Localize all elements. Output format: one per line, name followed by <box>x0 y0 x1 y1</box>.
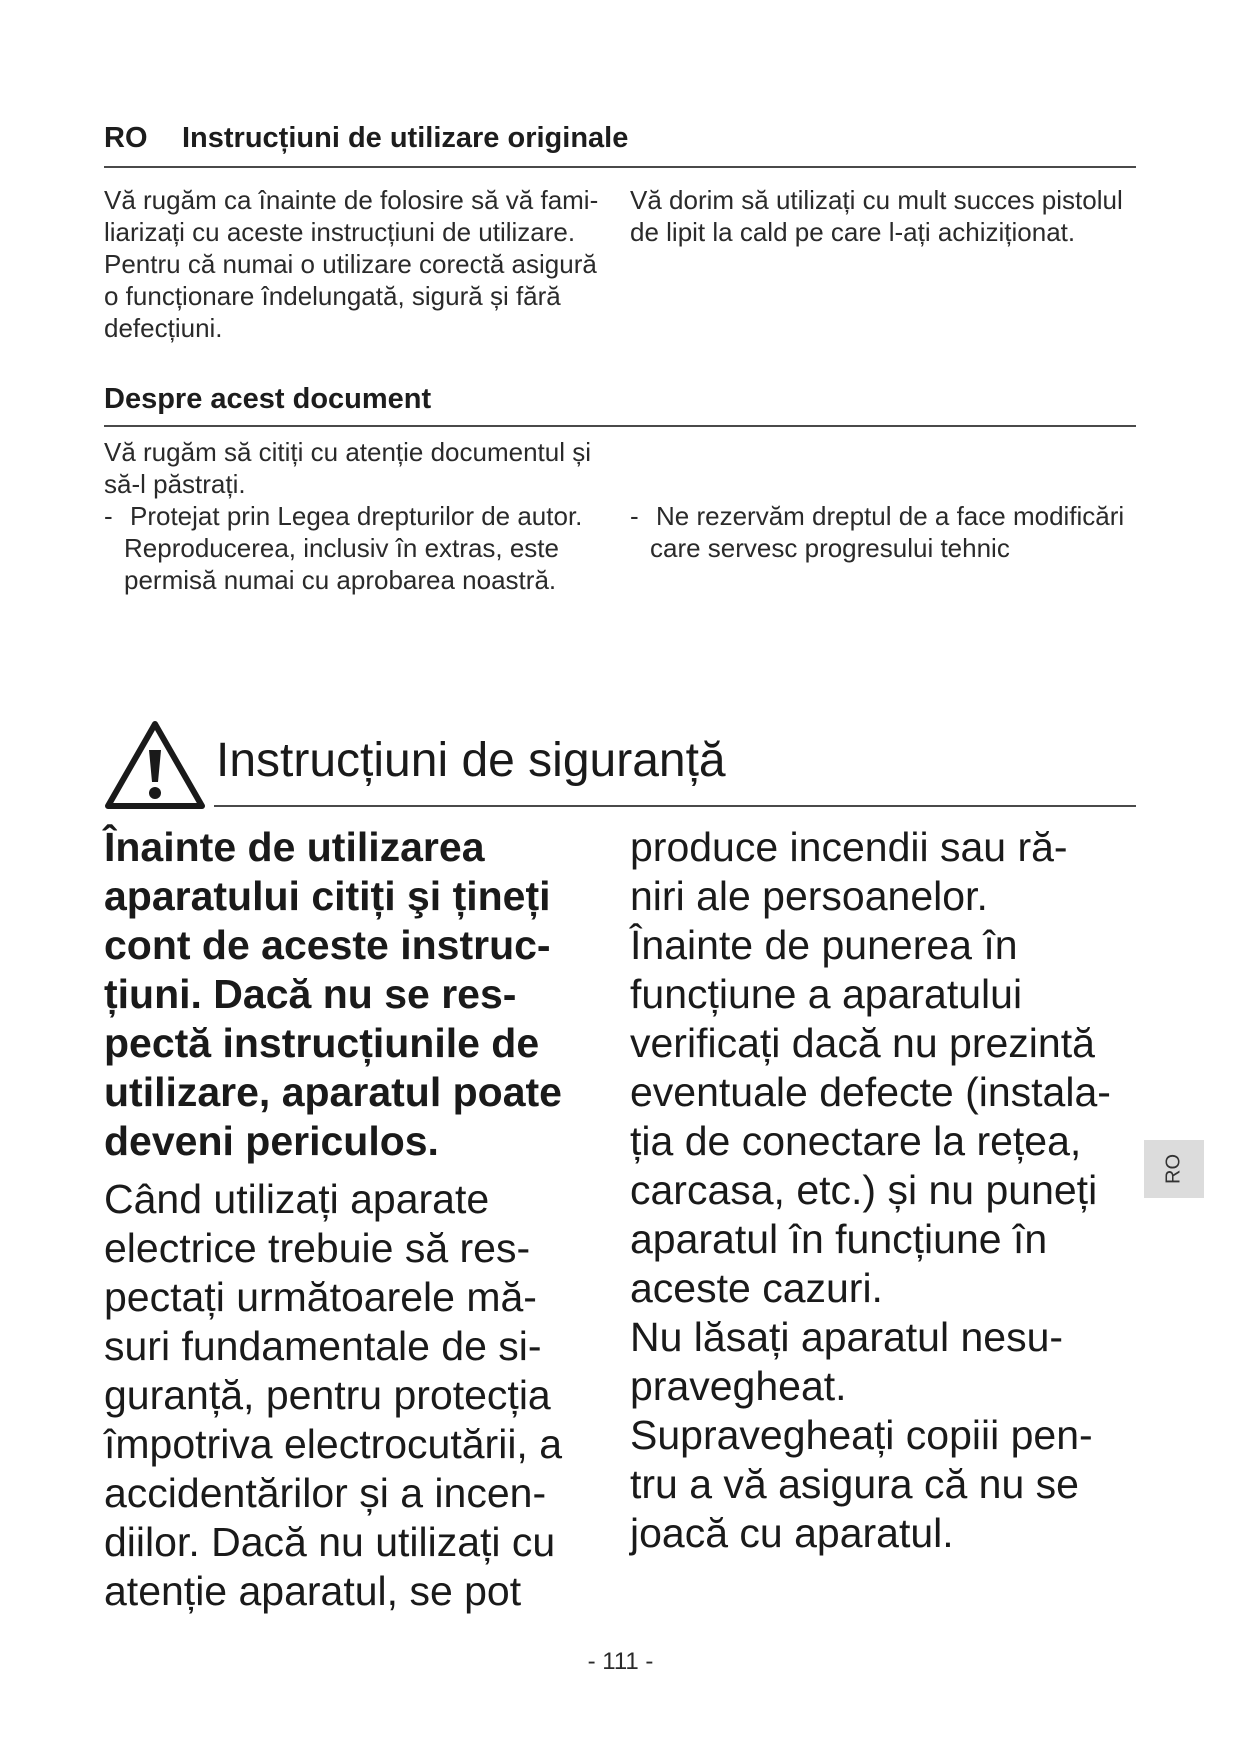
text-line: Pentru că numai o utilizare corectă asigură <box>104 249 597 279</box>
safety-text-line: împotriva electrocutării, a <box>104 1421 563 1467</box>
safety-text-line: electrice trebuie să res- <box>104 1225 531 1271</box>
header-rule <box>104 166 1136 168</box>
safety-text-line: funcțiune a aparatului <box>630 971 1023 1017</box>
text-line: să-l păstrați. <box>104 469 246 499</box>
safety-text-line: accidentărilor și a incen- <box>104 1470 547 1516</box>
safety-text-line: suri fundamentale de si- <box>104 1323 542 1369</box>
warning-bold-line: cont de aceste instruc- <box>104 922 551 968</box>
intro-left-column <box>104 184 614 344</box>
safety-text-line: tru a vă asigura că nu se <box>630 1461 1079 1507</box>
list-dash: - <box>104 501 113 531</box>
safety-text-line: guranță, pentru protecția <box>104 1372 551 1418</box>
about-document-rule <box>104 425 1136 427</box>
list-item-modifications <box>630 500 1140 564</box>
text-line: liarizați cu aceste instrucțiuni de utilizare. <box>104 217 576 247</box>
language-side-tab <box>1144 1140 1204 1198</box>
safety-text-line: aparatul în funcțiune în <box>630 1216 1048 1262</box>
about-document-right-column <box>630 500 1140 564</box>
warning-bold-line: aparatului citiți şi țineți <box>104 873 551 919</box>
safety-left-column <box>104 823 614 1616</box>
safety-text-line: verificați dacă nu prezintă <box>630 1020 1095 1066</box>
safety-text-line: diilor. Dacă nu utilizați cu <box>104 1519 556 1565</box>
page-number: - 111 - <box>587 1648 654 1675</box>
warning-bold-line: deveni periculos. <box>104 1118 439 1164</box>
text-line: Vă rugăm să citiți cu atenție documentul și <box>104 437 592 467</box>
text-line: care servesc progresului tehnic <box>650 533 1010 563</box>
intro-right-column <box>630 184 1140 248</box>
safety-text-line: eventuale defecte (instala- <box>630 1069 1111 1115</box>
language-code: RO <box>104 122 148 154</box>
safety-text-line: atenție aparatul, se pot <box>104 1568 522 1614</box>
safety-text-line: joacă cu aparatul. <box>630 1510 954 1556</box>
about-document-left-column <box>104 436 614 596</box>
safety-text-line: pravegheat. <box>630 1363 847 1409</box>
warning-bold-line: pectă instrucțiunile de <box>104 1020 540 1066</box>
safety-text-line: Nu lăsați aparatul nesu- <box>630 1314 1064 1360</box>
text-line: Ne rezervăm dreptul de a face modificări <box>656 501 1125 531</box>
warning-bold-line: țiuni. Dacă nu se res- <box>104 971 517 1017</box>
list-dash: - <box>630 501 639 531</box>
safety-text-line: produce incendii sau ră- <box>630 824 1068 870</box>
text-line: permisă numai cu aprobarea noastră. <box>124 565 557 595</box>
warning-triangle-icon <box>102 718 208 812</box>
safety-rule <box>214 805 1136 807</box>
text-line: Reproducerea, inclusiv în extras, este <box>124 533 559 563</box>
safety-right-column <box>630 823 1150 1558</box>
document-title: Instrucțiuni de utilizare originale <box>182 122 629 154</box>
safety-text-line: niri ale persoanelor. <box>630 873 988 919</box>
text-line: defecțiuni. <box>104 313 223 343</box>
safety-text-line: pectați următoarele mă- <box>104 1274 537 1320</box>
text-line: Vă rugăm ca înainte de folosire să vă fami- <box>104 185 599 215</box>
safety-text-line: Înainte de punerea în <box>630 922 1018 968</box>
safety-text-line: aceste cazuri. <box>630 1265 883 1311</box>
safety-text-line: carcasa, etc.) și nu puneți <box>630 1167 1098 1213</box>
safety-text-line: ția de conectare la rețea, <box>630 1118 1082 1164</box>
safety-heading: Instrucțiuni de siguranță <box>216 734 726 787</box>
text-line: de lipit la cald pe care l-ați achiziționat. <box>630 217 1076 247</box>
warning-bold-line: utilizare, aparatul poate <box>104 1069 562 1115</box>
text-line: o funcționare îndelungată, sigură și fără <box>104 281 561 311</box>
text-line: Vă dorim să utilizați cu mult succes pistolul <box>630 185 1123 215</box>
document-header <box>104 122 1144 155</box>
warning-bold-line: Înainte de utilizarea <box>104 824 485 870</box>
safety-text-line: Când utilizați aparate <box>104 1176 490 1222</box>
about-document-heading: Despre acest document <box>104 383 432 415</box>
side-tab-label: RO <box>1162 1154 1185 1184</box>
text-line: Protejat prin Legea drepturilor de autor. <box>130 501 583 531</box>
list-item-copyright <box>104 500 614 596</box>
safety-text-line: Supravegheați copiii pen- <box>630 1412 1093 1458</box>
